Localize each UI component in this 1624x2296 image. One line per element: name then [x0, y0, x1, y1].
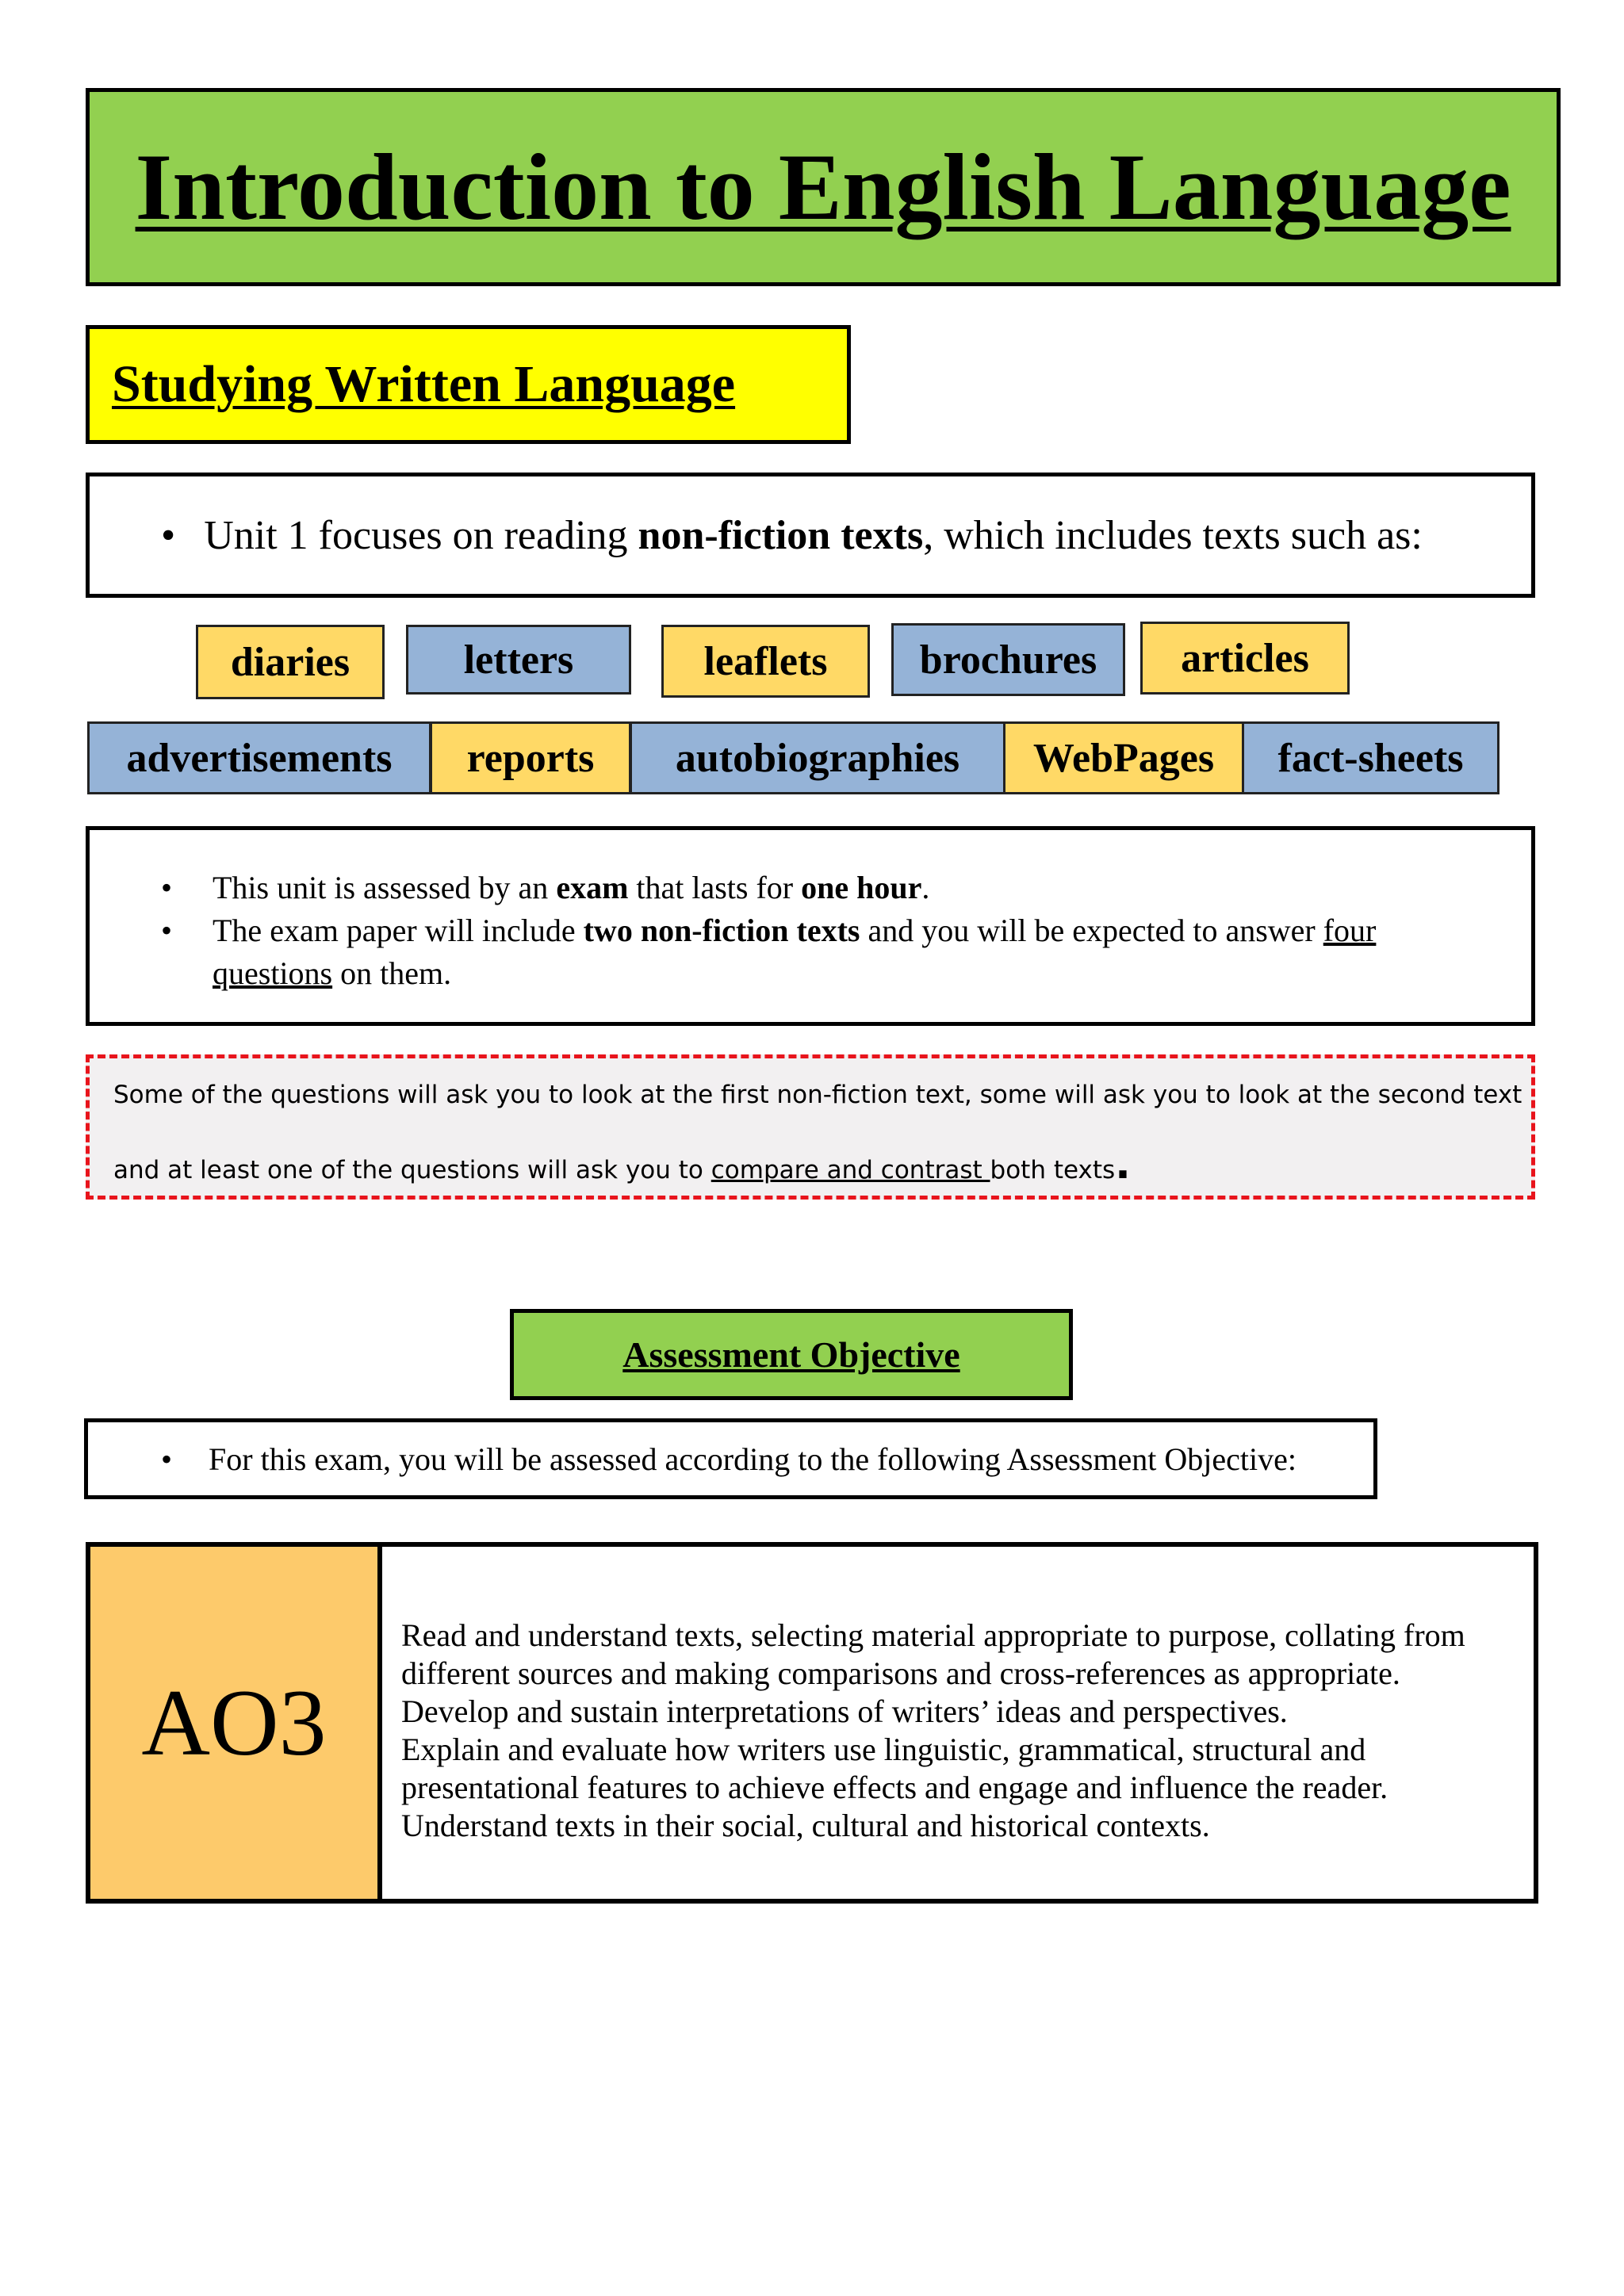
ao-intro-text: For this exam, you will be assessed according to the following Assessment Objective: [209, 1441, 1297, 1477]
exam-bullet-2 [90, 909, 1531, 995]
intro-bold: non-fiction texts [638, 512, 924, 558]
text-type-tag: WebPages [1003, 721, 1244, 794]
ao-line: different sources and making comparisons and cross-references as appropriate. [401, 1655, 1400, 1691]
note-line-1: Some of the questions will ask you to look at the first non-fiction text, some will ask you to look at the second text [113, 1081, 1522, 1109]
ao-intro-box [84, 1418, 1377, 1499]
page-title: Introduction to English Language [135, 134, 1511, 239]
intro-prefix: Unit 1 focuses on reading [204, 512, 638, 558]
ao-line: Read and understand texts, selecting material appropriate to purpose, collating from [401, 1617, 1465, 1653]
note-period: . [1115, 1141, 1131, 1188]
text-type-tag: leaflets [661, 625, 870, 698]
ao-line: Develop and sustain interpretations of writers’ ideas and perspectives. [401, 1693, 1288, 1729]
text-type-tag: letters [406, 625, 631, 695]
text-type-tag: brochures [891, 623, 1125, 696]
ao-line: Explain and evaluate how writers use linguistic, grammatical, structural and [401, 1732, 1366, 1767]
intro-text [204, 512, 1423, 559]
exam-bullet-1 [90, 867, 1531, 909]
exam-text: The exam paper will include [213, 913, 584, 948]
exam-text: that lasts for [628, 870, 802, 905]
note-text: both texts [990, 1156, 1116, 1184]
note-box [86, 1054, 1535, 1200]
ao-label: AO3 [90, 1547, 382, 1899]
exam-text: This unit is assessed by an [213, 870, 557, 905]
ao-line: presentational features to achieve effects and engage and influence the reader. [401, 1770, 1388, 1805]
intro-box [86, 473, 1535, 598]
bullet: • [161, 913, 173, 948]
exam-bold: two non-fiction texts [583, 913, 860, 948]
text-type-tag: reports [430, 721, 631, 794]
section-heading-box [86, 325, 851, 444]
exam-text: on them. [332, 955, 452, 991]
text-type-tag: advertisements [87, 721, 431, 794]
title-banner [86, 88, 1561, 286]
text-type-tag: fact-sheets [1242, 721, 1500, 794]
text-type-tag: autobiographies [630, 721, 1005, 794]
bullet: • [161, 870, 173, 905]
ao-table [86, 1542, 1538, 1904]
exam-text: and you will be expected to answer [860, 913, 1323, 948]
exam-info-box [86, 826, 1535, 1026]
section-heading: Studying Written Language [112, 355, 736, 413]
exam-underline: four [1323, 913, 1377, 948]
ao-line: Understand texts in their social, cultural and historical contexts. [401, 1808, 1210, 1843]
intro-suffix: , which includes texts such as: [923, 512, 1423, 558]
bullet: • [161, 1441, 173, 1477]
exam-bold: one hour [801, 870, 922, 905]
note-underline: compare and contrast [710, 1156, 990, 1184]
exam-bold: exam [556, 870, 629, 905]
text-type-tag: diaries [196, 625, 385, 699]
text-type-tag: articles [1140, 622, 1350, 695]
exam-text: . [921, 870, 930, 905]
note-text: and at least one of the questions will ask you to [113, 1156, 711, 1184]
note-line-2 [113, 1130, 1531, 1205]
exam-underline: questions [213, 955, 333, 991]
bullet: • [161, 512, 176, 558]
ao-description [382, 1547, 1534, 1899]
assessment-objective-heading: Assessment Objective [510, 1309, 1073, 1400]
